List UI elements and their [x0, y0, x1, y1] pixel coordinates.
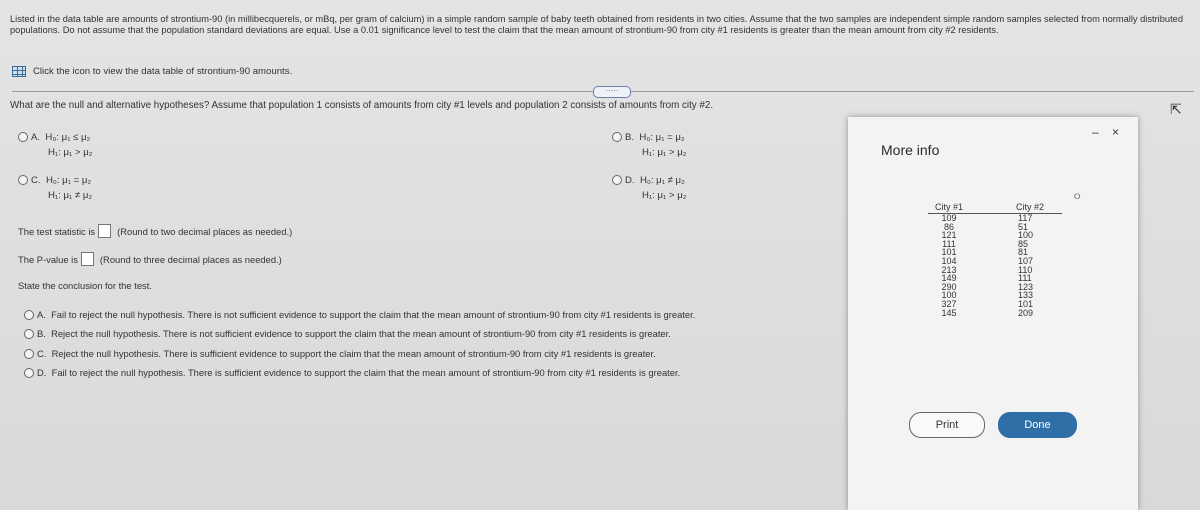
radio-button[interactable]: [612, 175, 622, 185]
conclusion-text: Reject the null hypothesis. There is not sufficient evidence to support the claim that the mean amount of strontium-90 from city #1 residents is greater.: [51, 328, 671, 339]
option-letter: A.: [37, 309, 46, 320]
table-cell: 104: [941, 255, 957, 266]
data-table-link-label: Click the icon to view the data table of strontium-90 amounts.: [33, 66, 293, 77]
table-cell: 133: [1018, 290, 1034, 301]
table-cell: 85: [1018, 238, 1029, 249]
table-cell: 123: [1018, 281, 1034, 292]
radio-button[interactable]: [612, 132, 622, 142]
p-value-input[interactable]: [81, 252, 94, 266]
more-info-dialog: [848, 117, 1138, 510]
conclusion-option-b[interactable]: [24, 328, 671, 339]
done-button[interactable]: Done: [998, 412, 1077, 438]
table-cell: 209: [1018, 307, 1034, 318]
table-cell: 117: [1018, 213, 1033, 223]
table-cell: 149: [941, 273, 957, 284]
dialog-title: More info: [881, 142, 940, 158]
conclusion-text: Fail to reject the null hypothesis. There is not sufficient evidence to support the claim that the mean amount of strontium-90 from city #1 residents is greater.: [51, 309, 696, 320]
conclusion-text: Fail to reject the null hypothesis. There is sufficient evidence to support the claim that the mean amount of strontium-90 from city #1 residents is greater.: [51, 367, 681, 378]
table-cell: 101: [1018, 298, 1034, 309]
hypothesis-option-a[interactable]: [18, 132, 92, 158]
table-cell: 100: [1018, 230, 1034, 241]
table-cell: 86: [943, 221, 954, 232]
null-hypothesis: H₀: μ₁ = μ₂: [639, 132, 685, 143]
option-letter: A.: [31, 132, 41, 143]
hypothesis-option-c[interactable]: [18, 175, 92, 201]
radio-button[interactable]: [24, 329, 34, 339]
table-cell: 327: [941, 298, 957, 309]
option-letter: C.: [31, 175, 41, 186]
collapse-icon[interactable]: ⭘: [1074, 192, 1081, 201]
table-cell: 111: [942, 238, 956, 249]
option-letter: B.: [625, 132, 635, 143]
city-1-column: [928, 202, 970, 317]
alternative-hypothesis: H₁: μ₁ > μ₂: [642, 147, 687, 158]
table-cell: 145: [941, 307, 957, 318]
table-cell: 290: [941, 281, 957, 292]
conclusion-option-c[interactable]: [24, 348, 656, 359]
table-cell: 111: [1018, 273, 1032, 284]
radio-button[interactable]: [18, 132, 28, 142]
p-value-label: The P-value is: [18, 253, 78, 265]
alternative-hypothesis: H₁: μ₁ ≠ μ₂: [48, 190, 93, 201]
conclusion-text: Reject the null hypothesis. There is sufficient evidence to support the claim that the mean amount of strontium-90 from city #1 residents is greater.: [51, 348, 656, 359]
table-grid-icon[interactable]: [12, 66, 26, 77]
radio-button[interactable]: [18, 175, 28, 185]
table-cell: 213: [941, 264, 957, 275]
table-cell: 109: [941, 213, 957, 223]
table-cell: 100: [941, 290, 957, 301]
conclusion-option-d[interactable]: [24, 367, 680, 378]
null-hypothesis: H₀: μ₁ ≠ μ₂: [639, 175, 685, 186]
test-statistic-row: [18, 224, 292, 238]
option-letter: C.: [37, 348, 47, 359]
option-letter: B.: [37, 328, 46, 339]
option-letter: D.: [625, 175, 635, 186]
alternative-hypothesis: H₁: μ₁ > μ₂: [642, 190, 687, 201]
table-cell: 121: [941, 230, 957, 241]
table-cell: 51: [1018, 221, 1029, 232]
test-statistic-input[interactable]: [98, 224, 111, 238]
table-cell: 81: [1018, 247, 1029, 258]
close-button[interactable]: ×: [1112, 125, 1120, 139]
p-value-row: [18, 252, 282, 266]
test-statistic-hint: (Round to two decimal places as needed.): [117, 225, 293, 237]
hypothesis-option-b[interactable]: [612, 132, 686, 158]
radio-button[interactable]: [24, 310, 34, 320]
conclusion-option-a[interactable]: [24, 309, 695, 320]
column-header: City #1: [928, 202, 970, 214]
print-button[interactable]: Print: [909, 412, 985, 438]
p-value-hint: (Round to three decimal places as needed.): [99, 253, 282, 265]
table-cell: 107: [1018, 255, 1034, 266]
column-header: City #2: [970, 202, 1062, 214]
alternative-hypothesis: H₁: μ₁ > μ₂: [48, 147, 93, 158]
table-cell: 101: [941, 247, 957, 258]
test-statistic-label: The test statistic is: [18, 225, 96, 237]
null-hypothesis: H₀: μ₁ = μ₂: [45, 175, 92, 186]
null-hypothesis: H₀: μ₁ ≤ μ₂: [45, 132, 91, 143]
table-cell: 110: [1018, 264, 1033, 275]
mouse-cursor-icon: ⇱: [1170, 101, 1182, 117]
radio-button[interactable]: [24, 368, 34, 378]
city-2-column: [970, 202, 1062, 317]
problem-statement: Listed in the data table are amounts of strontium-90 (in millibecquerels, or mBq, per gram of calcium) in a simple random sample of baby teeth obtained from residents in two cities. Assume that the two samples are independent simple random samples selected from normally distributed populations. Do not assume that the population standard deviations are equal. Use a 0.01 significance level to test the claim that the mean amount of strontium-90 from city #1 residents is greater than the mean amount from city #2 residents.: [10, 14, 1184, 35]
expand-handle[interactable]: ·····: [593, 86, 631, 98]
minimize-button[interactable]: –: [1092, 125, 1099, 139]
hypothesis-option-d[interactable]: [612, 175, 686, 201]
hypotheses-question: What are the null and alternative hypotheses? Assume that population 1 consists of amounts from city #1 levels and population 2 consists of amounts from city #2.: [10, 100, 714, 111]
conclusion-prompt: State the conclusion for the test.: [18, 280, 152, 291]
data-table-link[interactable]: [12, 66, 292, 77]
option-letter: D.: [37, 367, 47, 378]
radio-button[interactable]: [24, 349, 34, 359]
